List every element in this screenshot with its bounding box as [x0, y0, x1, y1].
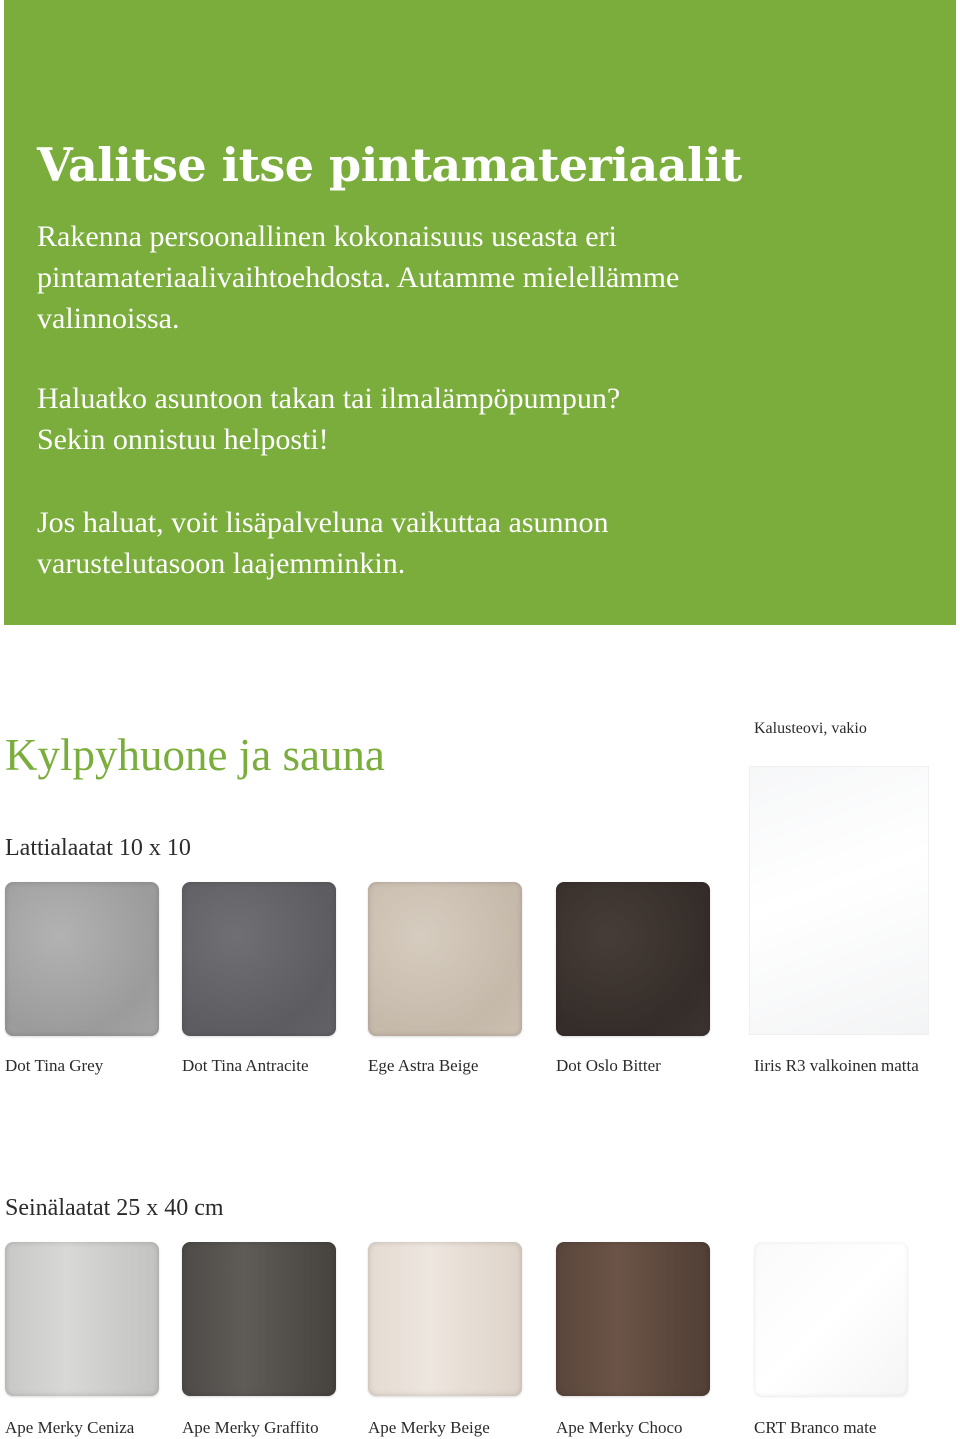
hero-paragraph-2-line: Haluatko asuntoon takan tai ilmalämpöpumpun? [37, 382, 621, 415]
wall-tile-name: Ape Merky Choco [556, 1418, 683, 1437]
hero-paragraph-3 [37, 502, 937, 584]
hero-paragraph-1 [37, 216, 937, 339]
hero-paragraph-2 [37, 378, 937, 460]
floor-tile-swatch [556, 882, 710, 1036]
wall-tile-swatch [182, 1242, 336, 1396]
hero-paragraph-2-line: Sekin onnistuu helposti! [37, 423, 329, 456]
wall-tile-swatch [754, 1242, 908, 1396]
wall-tile-swatch [556, 1242, 710, 1396]
cabinet-door-swatch [749, 766, 929, 1035]
floor-tile-name: Ege Astra Beige [368, 1056, 479, 1075]
hero-paragraph-1-line: Rakenna persoonallinen kokonaisuus useasta eri [37, 220, 617, 253]
wall-tile-name: Ape Merky Ceniza [5, 1418, 135, 1437]
cabinet-label: Kalusteovi, vakio [754, 720, 867, 737]
floor-tile-name: Dot Tina Antracite [182, 1056, 309, 1075]
hero-title: Valitse itse pintamateriaalit [37, 138, 742, 192]
hero-banner [4, 0, 956, 625]
floor-tile-swatch [368, 882, 522, 1036]
hero-paragraph-3-line: Jos haluat, voit lisäpalveluna vaikuttaa asunnon [37, 506, 609, 539]
wall-tile-name: CRT Branco mate [754, 1418, 877, 1437]
floor-tile-name: Dot Oslo Bitter [556, 1056, 661, 1075]
section-title: Kylpyhuone ja sauna [5, 730, 385, 780]
wall-tile-name: Ape Merky Beige [368, 1418, 490, 1437]
wall-tile-swatch [368, 1242, 522, 1396]
floor-tile-name: Dot Tina Grey [5, 1056, 104, 1075]
wall-tile-swatch [5, 1242, 159, 1396]
wall-tile-name: Ape Merky Graffito [182, 1418, 319, 1437]
floor-tiles-heading: Lattialaatat 10 x 10 [5, 835, 191, 861]
cabinet-tile-name: Iiris R3 valkoinen matta [754, 1056, 919, 1075]
hero-paragraph-1-line: pintamateriaalivaihtoehdosta. Autamme mielellämme [37, 261, 680, 294]
hero-paragraph-1-line: valinnoissa. [37, 302, 180, 335]
hero-paragraph-3-line: varustelutasoon laajemminkin. [37, 547, 406, 580]
floor-tile-swatch [5, 882, 159, 1036]
wall-tiles-heading: Seinälaatat 25 x 40 cm [5, 1195, 224, 1221]
floor-tile-swatch [182, 882, 336, 1036]
